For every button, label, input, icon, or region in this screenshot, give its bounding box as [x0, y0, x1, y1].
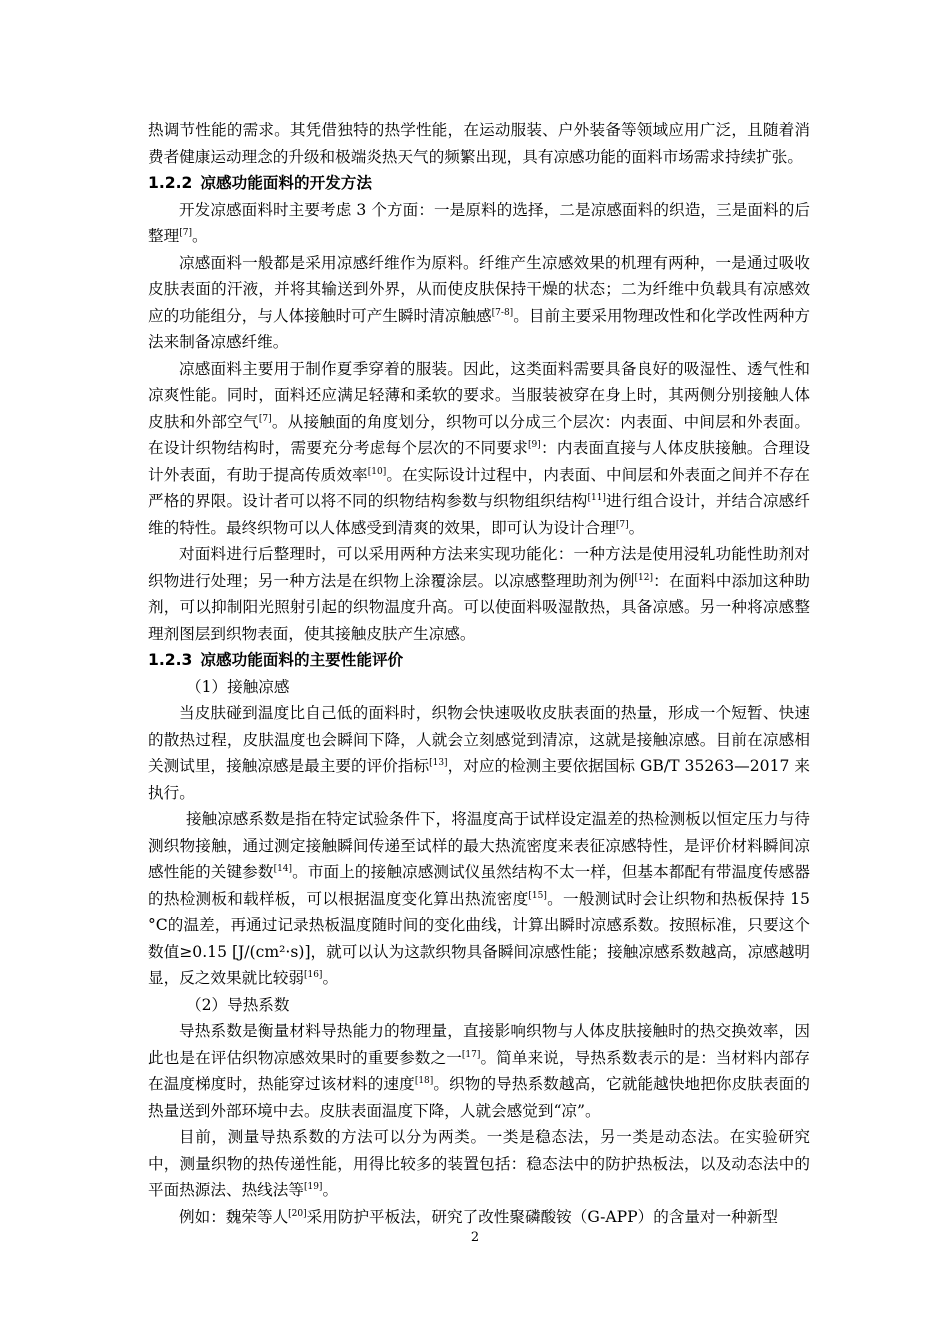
- citation: [20]: [288, 1208, 307, 1219]
- citation: [7]: [258, 413, 272, 424]
- paragraph-text: 。一般测试时会让织物和热板保持 15 °C的温差，再通过记录热板温度随时间的变化曲线，计算出瞬时凉感系数。按照标准，只要这个数值≥0.15 [J/(cm²·s)]，就可以认为这款织物具备瞬间凉感性能；接触凉感系数越高，凉感越明显，反之效果就比较弱: [148, 889, 810, 987]
- paragraph: [148, 250, 810, 356]
- paragraph: [148, 356, 810, 542]
- paragraph-text: 。目前主要采用物理改性和化学改性两种方法来制备凉感纤维。: [148, 306, 810, 351]
- paragraph-text: 接触凉感系数是指在特定试验条件下，将温度高于试样设定温差的热检测板以恒定压力与待测织物接触，通过测定接触瞬间传递至试样的最大热流密度来表征凉感特性，是评价材料瞬间凉感性能的关键参数: [148, 810, 810, 881]
- section-title: 凉感功能面料的开发方法: [200, 174, 372, 192]
- paragraph-text: ：在面料中添加这种助剂，可以抑制阳光照射引起的织物温度升高。可以使面料吸湿散热，具备凉感。另一种将凉感整理剂图层到织物表面，使其接触皮肤产生凉感。: [148, 571, 810, 643]
- paragraph: [148, 541, 810, 647]
- subheading-thermal-conductivity: （2）导热系数: [186, 995, 290, 1014]
- paragraph-text: ：内表面直接与人体皮肤接触。合理设计外表面，有助于提高传质效率: [148, 439, 810, 484]
- citation: [16]: [303, 969, 323, 980]
- citation: [18]: [414, 1075, 434, 1086]
- paragraph-text: 。: [628, 518, 645, 537]
- page-number: 2: [470, 1230, 480, 1245]
- citation: [19]: [303, 1181, 323, 1192]
- section-title: 凉感功能面料的主要性能评价: [200, 651, 404, 669]
- paragraph-text: 。从接触面的角度划分，织物可以分成三个层次：内表面、中间层和外表面。在设计织物结构时，需要充分考虑每个层次的不同要求: [148, 412, 810, 457]
- paragraph-text: 。: [322, 1181, 339, 1199]
- section-heading-1-2-2: [148, 170, 810, 197]
- paragraph: [148, 806, 810, 992]
- citation: [14]: [273, 863, 293, 874]
- section-number: 1.2.3: [148, 651, 193, 669]
- citation: [7]: [179, 227, 192, 238]
- paragraph: [148, 1204, 810, 1231]
- paragraph: [148, 700, 810, 806]
- paragraph-text: 凉感面料主要用于制作夏季穿着的服装。因此，这类面料需要具备良好的吸湿性、透气性和凉爽性能。同时，面料还应满足轻薄和柔软的要求。当服装被穿在身上时，其两侧分别接触人体皮肤和外部空气: [148, 359, 810, 431]
- paragraph-text: 。: [191, 227, 208, 245]
- intro-paragraph: 热调节性能的需求。其凭借独特的热学性能，在运动服装、户外装备等领域应用广泛，且随着消费者健康运动理念的升级和极端炎热天气的频繁出现，具有凉感功能的面料市场需求持续扩张。: [148, 121, 810, 166]
- paragraph-text: 例如：魏荣等人: [179, 1207, 289, 1226]
- citation: [7]: [615, 519, 629, 530]
- section-number: 1.2.2: [148, 174, 193, 192]
- paragraph-text: 。简单来说，导热系数表示的是：当材料内部存在温度梯度时，热能穿过该材料的速度: [148, 1048, 810, 1093]
- paragraph-text: 开发凉感面料时主要考虑 3 个方面：一是原料的选择，二是凉感面料的织造，三是面料的后整理: [148, 200, 810, 245]
- subheading-contact-cooling: （1）接触凉感: [186, 677, 290, 696]
- paragraph-text: 对面料进行后整理时，可以采用两种方法来实现功能化：一种方法是使用浸轧功能性助剂对织物进行处理；另一种方法是在织物上涂覆涂层。以凉感整理助剂为例: [148, 545, 810, 590]
- paragraph-text: ，对应的检测主要依据国标 GB/T 35263—2017 来执行。: [148, 757, 810, 802]
- paragraph-text: 采用防护平板法，研究了改性聚磷酸铵（G-APP）的含量对一种新型: [306, 1207, 778, 1226]
- paragraph-text: 。: [322, 969, 339, 987]
- paragraph-text: 进行组合设计，并结合凉感纤维的特性。最终织物可以人体感受到清爽的效果，即可认为设计合理: [148, 492, 810, 537]
- paragraph-text: 凉感面料一般都是采用凉感纤维作为原料。纤维产生凉感效果的机理有两种，一是通过吸收皮肤表面的汗液，并将其输送到外界，从而使皮肤保持干燥的状态；二为纤维中负载具有凉感效应的功能组分，与人体接触时可产生瞬时清凉触感: [148, 253, 810, 325]
- page-body: [148, 117, 810, 1230]
- citation: [11]: [587, 492, 606, 503]
- citation: [10]: [367, 466, 387, 477]
- paragraph-text: 当皮肤碰到温度比自己低的面料时，织物会快速吸收皮肤表面的热量，形成一个短暂、快速的散热过程，皮肤温度也会瞬间下降，人就会立刻感觉到清凉，这就是接触凉感。目前在凉感相关测试里，接触凉感是最主要的评价指标: [148, 704, 810, 775]
- paragraph: [148, 1124, 810, 1204]
- paragraph-text: 目前，测量导热系数的方法可以分为两类。一类是稳态法，另一类是动态法。在实验研究中，测量织物的热传递性能，用得比较多的装置包括：稳态法中的防护热板法，以及动态法中的平面热源法、热线法等: [148, 1128, 810, 1199]
- citation: [17]: [461, 1049, 481, 1060]
- paragraph-text: 导热系数是衡量材料导热能力的物理量，直接影响织物与人体皮肤接触时的热交换效率，因此也是在评估织物凉感效果时的重要参数之一: [148, 1022, 810, 1067]
- paragraph-text: 。在实际设计过程中，内表面、中间层和外表面之间并不存在严格的界限。设计者可以将不同的织物结构参数与织物组织结构: [148, 465, 810, 510]
- citation: [15]: [528, 890, 547, 901]
- paragraph-text: 。市面上的接触凉感测试仪虽然结构不太一样，但基本都配有带温度传感器的热检测板和载样板，可以根据温度变化算出热流密度: [148, 863, 810, 908]
- paragraph: [148, 197, 810, 250]
- paragraph: [148, 1018, 810, 1124]
- citation: [9]: [528, 439, 541, 450]
- citation: [12]: [634, 572, 654, 583]
- paragraph-text: 。织物的导热系数越高，它就能越快地把你皮肤表面的热量送到外部环境中去。皮肤表面温度下降，人就会感觉到“凉”。: [148, 1075, 810, 1120]
- section-heading-1-2-3: [148, 647, 810, 674]
- citation: [7-8]: [491, 307, 514, 318]
- citation: [13]: [429, 757, 448, 768]
